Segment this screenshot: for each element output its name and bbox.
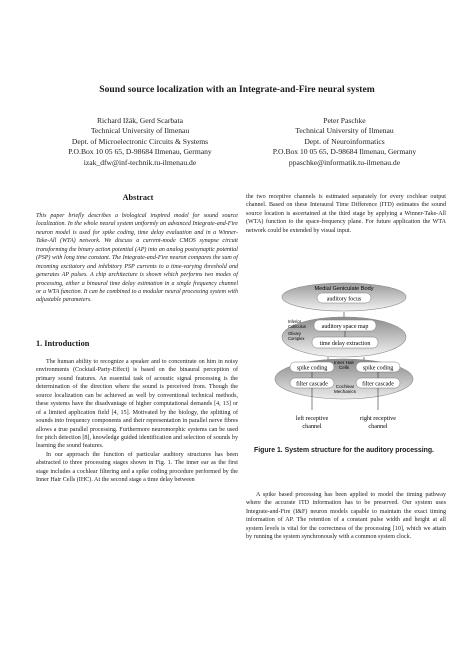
mgb-label: Medial Geniculate Body [314, 286, 374, 292]
left-input-label-1: left receptive [295, 415, 329, 422]
ic-label-2: Colliculus [288, 324, 306, 329]
author-department: Dept. of Neuroinformatics [304, 136, 385, 146]
author-block-right [241, 116, 448, 168]
paragraph: In our approach the function of particular auditory structures has been abstracted to three processing stages shown in Fig. 1. The inner ear as the first stage includes a cochlear filtering and a spike coding procedure performed by the Inner Hair Cells (IHC). At the second stage a time delay between [36, 451, 238, 484]
ihc-label-2: Cells [338, 365, 350, 370]
author-block-left [40, 116, 240, 168]
cochlear-label-2: Mechanics [334, 389, 356, 394]
figure-caption: Figure 1. System structure for the auditory processing. [254, 447, 434, 454]
spike-coding-right-label: spike coding [362, 365, 394, 372]
paragraph: A spike based processing has been applied to model the timing pathway where the accurate ITD information has to be preserved. Our system uses Integrate-and-Fire (I&F) neuron models capable to maintain the exact timing information of AP. The retention of a constant pulse width and height at all system levels is vital for the correctness of the processing [10], which we attain by running the system synchronously with a common system clock. [246, 492, 446, 541]
paragraph: The human ability to recognize a speaker and to concentrate on him in noisy environments (Cocktail-Party-Effect) is based on the binaural perception of primary sound features. An essential task of acoustic signal processing is the determination of the direction where the sound is perceived from. Though the source localization can be achieved as well by conventional technical methods, these systems have the disadvantage of higher computational demands [4, 13] or of a limited application field [4, 15]. Motivated by the biology, the splitting of sounds into frequency components and their representation in parallel nerve fibres allows a true parallel processing. Furthermore neuromorphic systems can be used for pitch detection [8], knowledge guided identification and selection of sounds by learning the sound features. [36, 359, 238, 450]
introduction-text [36, 358, 238, 485]
author-names: Richard Ižák, Gerd Scarbata [96, 116, 184, 125]
abstract-text: This paper briefly describes a biological inspired model for sound source localization. In the whole neural system uniformly an advanced Integrate-and-Fire neuron model is used for spike coding, time delay evaluation and in a Winner-Take-All (WTA) network. We discuss a current-mode CMOS synapse circuit transforming the binary action potential (AP) into an analog postsynaptic potential (PSP) with long time constant. The Integrate-and-Fire neuron compares the sum of incoming excitatory and inhibitory PSP currents to a time-varying threshold and generates AP pulses. A chip architecture is shown which performs two modes of processing, either a binaural time delay estimation in a single frequency channel or a WTA function. It can be combined to a modular neural processing system with adjustable parameters. [36, 213, 238, 304]
paragraph: the two receptive channels is estimated separately for every cochlear output channel. Based on these Interaural Time Difference (ITD) estimates the sound source location is ascertained at the third stage by applying a Winner-Take-All (WTA) function to the space-frequency plane. For future application the WTA network could be extended by visual input. [246, 194, 446, 234]
author-names: Peter Paschke [323, 116, 366, 125]
author-university: Technical University of Ilmenau [295, 126, 394, 136]
author-address: P.O.Box 10 05 65, D-98684 Ilmenau, Germany [68, 147, 212, 157]
author-department: Dept. of Microelectronic Circuits & Systems [71, 136, 209, 146]
figure-system-structure [252, 278, 428, 438]
filter-cascade-left-label: filter cascade [296, 381, 328, 388]
introduction-heading: 1. Introduction [36, 339, 90, 348]
right-column-text-top [246, 193, 446, 235]
oc-label-2: Complex [288, 336, 305, 341]
left-input-label-2: channel [302, 423, 322, 430]
right-column-text-bottom [246, 491, 446, 542]
abstract-heading: Abstract [122, 193, 154, 202]
filter-cascade-right-label: filter cascade [362, 381, 394, 388]
ihc-label-1: Inner Hair [333, 360, 355, 365]
cochlear-label-1: Cochlear [335, 384, 355, 389]
time-delay-label: time delay extraction [319, 341, 371, 347]
auditory-focus-label: auditory focus [326, 296, 362, 303]
ic-label-1: Inferior [288, 319, 302, 324]
author-email: izak_dfw@inf-technik.tu-ilmenau.de [83, 157, 197, 167]
space-map-label: auditory space map [321, 324, 369, 330]
author-university: Technical University of Ilmenau [90, 126, 190, 136]
oc-label-1: Olivary [288, 331, 302, 336]
paper-title: Sound source localization with an Integrate-and-Fire neural system [99, 84, 375, 95]
right-input-label-2: channel [368, 423, 388, 430]
author-email: ppaschke@informatik.tu-ilmenau.de [288, 157, 401, 167]
author-address: P.O.Box 10 05 65, D-98684 Ilmenau, Germany [272, 147, 417, 157]
right-input-label-1: right receptive [360, 415, 396, 422]
spike-coding-left-label: spike coding [296, 365, 328, 372]
